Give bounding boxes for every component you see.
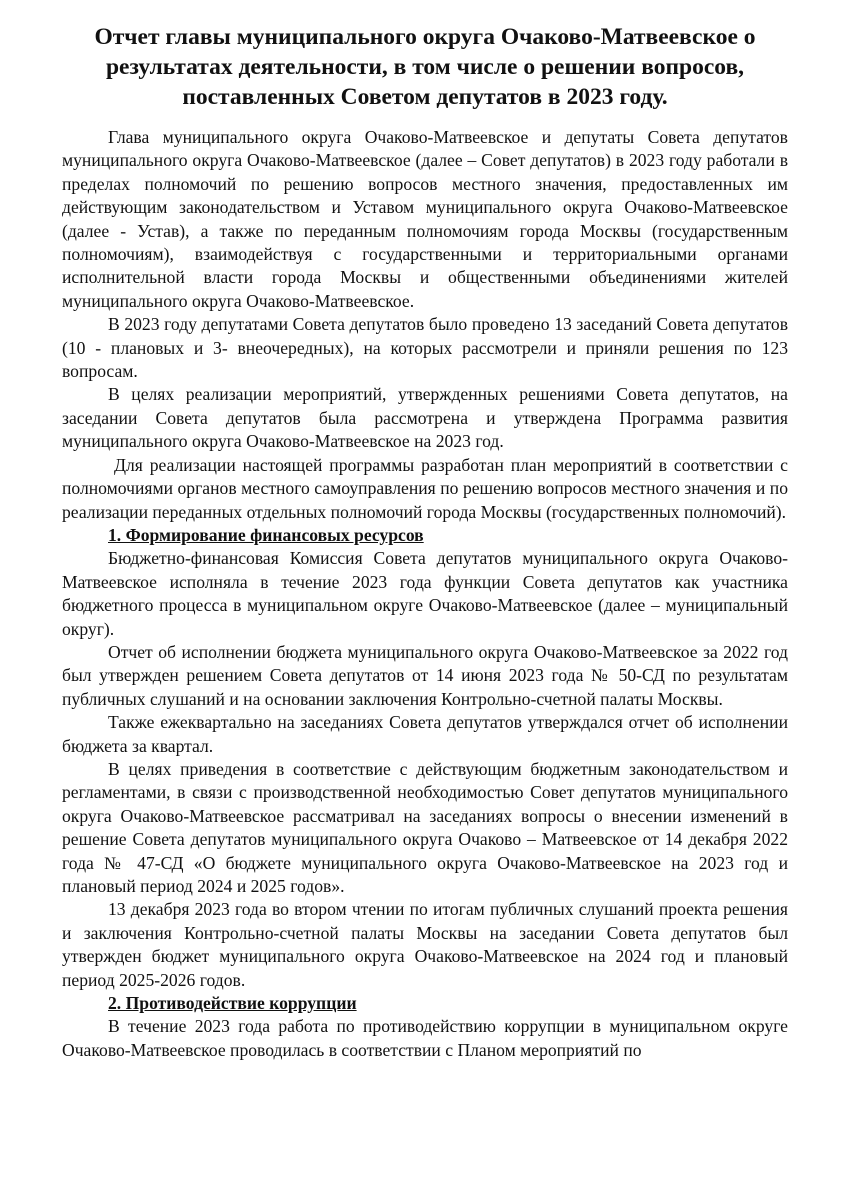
intro-paragraph-1: Глава муниципального округа Очаково-Матвеевское и депутаты Совета депутатов муниципального округа Очаково-Матвеевское (далее – Совет депутатов) в 2023 году работали в пределах полномочий по решению вопросов местного значения, предоставленных им действующим законодательством и Уставом муниципального округа Очаково-Матвеевское (далее - Устав), а также по переданным полномочиям города Москвы (государственным полномочиям), взаимодействуя с государственными и территориальными органами исполнительной власти города Москвы и общественными объединениями жителей муниципального округа Очаково-Матвеевское. xyxy=(62,127,788,311)
finance-paragraph-1: Бюджетно-финансовая Комиссия Совета депутатов муниципального округа Очаково-Матвеевское исполняла в течение 2023 года функции Совета депутатов как участника бюджетного процесса в муниципальном округе Очаково-Матвеевское (далее – муниципальный округ). xyxy=(62,548,788,639)
intro-paragraph-4: Для реализации настоящей программы разработан план мероприятий в соответствии с полномочиями органов местного самоуправления по решению вопросов местного значения и по реализации переданных отдельных полномочий города Москвы (государственных полномочий). xyxy=(62,454,788,522)
finance-paragraph-3: Также ежеквартально на заседаниях Совета депутатов утверждался отчет об исполнении бюджета за квартал. xyxy=(62,712,788,756)
section-heading-anticorruption: 2. Противодействие коррупции xyxy=(108,993,357,1014)
finance-paragraph-4: В целях приведения в соответствие с действующим бюджетным законодательством и регламентами, в связи с производственной необходимостью Совет депутатов муниципального округа Очаково-Матвеевское рассматривал на заседаниях вопросы о внесении изменений в решение Совета депутатов муниципального округа Очаково – Матвеевское от 14 декабря 2022 года № 47-СД «О бюджете муниципального округа Очаково-Матвеевское на 2023 год и плановый период 2024 и 2025 годов». xyxy=(62,758,788,896)
finance-paragraph-5: 13 декабря 2023 года во втором чтении по итогам публичных слушаний проекта решения и заключения Контрольно-счетной палаты Москвы на заседании Совета депутатов был утвержден бюджет муниципального округа Очаково-Матвеевское на 2024 год и плановый период 2025-2026 годов. xyxy=(62,899,788,990)
section-heading-finance: 1. Формирование финансовых ресурсов xyxy=(108,524,424,545)
intro-paragraph-2: В 2023 году депутатами Совета депутатов было проведено 13 заседаний Совета депутатов (10 - плановых и 3- внеочередных), на которых рассмотрели и приняли решения по 123 вопросам. xyxy=(62,314,788,382)
document-title: Отчет главы муниципального округа Очаково-Матвеевское о результатах деятельности, в том числе о решении вопросов, поставленных Советом депутатов в 2023 году. xyxy=(94,24,756,110)
intro-paragraph-3: В целях реализации мероприятий, утвержденных решениями Совета депутатов, на заседании Совета депутатов была рассмотрена и утверждена Программа развития муниципального округа Очаково-Матвеевское на 2023 год. xyxy=(62,384,788,452)
finance-paragraph-2: Отчет об исполнении бюджета муниципального округа Очаково-Матвеевское за 2022 год был утвержден решением Совета депутатов от 14 июня 2023 года № 50-СД по результатам публичных слушаний и на основании заключения Контрольно-счетной палаты Москвы. xyxy=(62,641,788,709)
document-page xyxy=(62,22,788,1062)
anticorruption-paragraph-1: В течение 2023 года работа по противодействию коррупции в муниципальном округе Очаково-Матвеевское проводилась в соответствии с Планом мероприятий по xyxy=(62,1016,788,1060)
